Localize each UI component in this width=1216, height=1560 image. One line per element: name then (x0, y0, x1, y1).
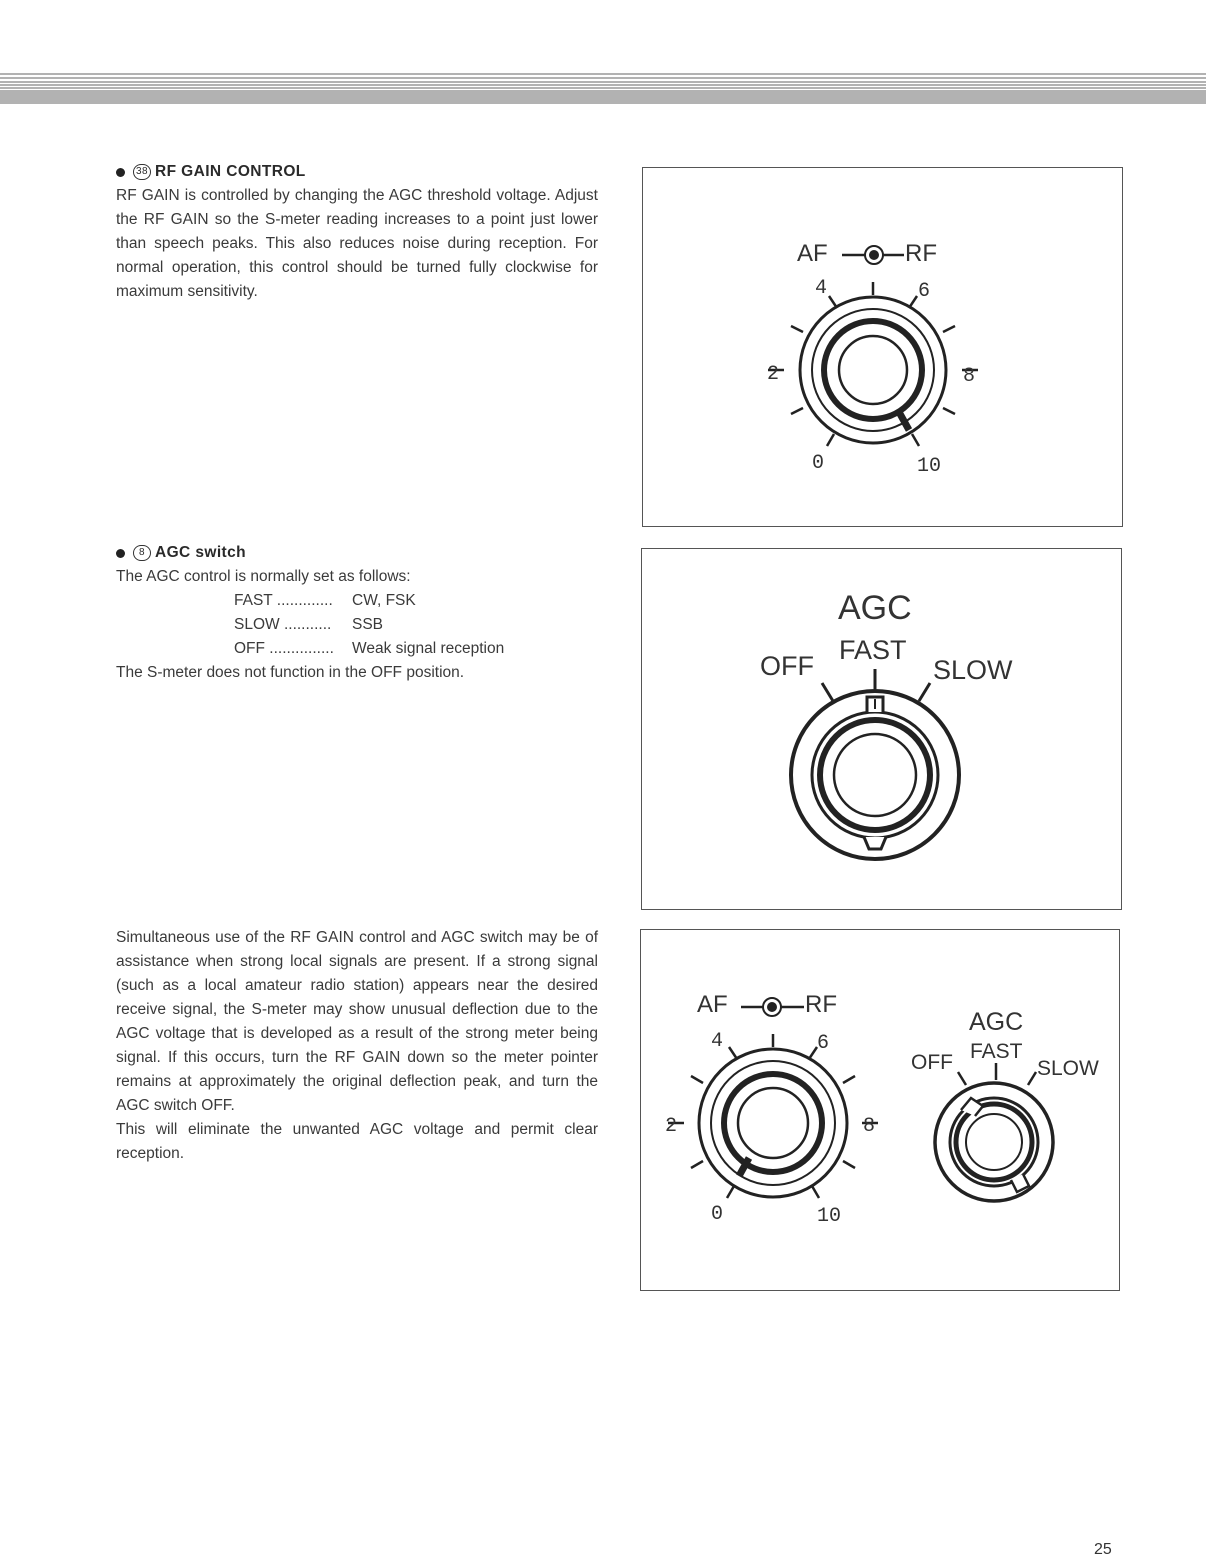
scale-label-4: 4 (815, 277, 828, 300)
header-rule (0, 72, 1206, 106)
combined-diagram (641, 930, 1119, 1290)
scale-label-10: 10 (917, 455, 942, 478)
agc-setting-row (116, 589, 598, 613)
rf-gain-diagram (643, 168, 1122, 526)
scale-label-6: 6 (817, 1032, 830, 1055)
rf-gain-number: 38 (133, 164, 151, 180)
agc-title-label: AGC (969, 1008, 1024, 1036)
agc-setting-row (116, 637, 598, 661)
agc-title: AGC switch (155, 544, 246, 561)
agc-mode: SLOW ........... (234, 616, 332, 633)
af-label: AF (697, 991, 728, 1018)
rf-label: RF (805, 991, 837, 1018)
fast-label: FAST (839, 635, 907, 665)
agc-mode: FAST ............. (234, 592, 333, 609)
rf-gain-figure (642, 167, 1123, 527)
agc-setting-row (116, 613, 598, 637)
scale-label-8: 8 (963, 365, 976, 388)
agc-use: SSB (352, 616, 384, 633)
af-rf-concentric-icon (741, 998, 804, 1016)
combined-figure (640, 929, 1120, 1291)
agc-use: CW, FSK (352, 592, 416, 609)
bullet-icon (116, 549, 125, 558)
af-label: AF (797, 240, 828, 267)
combined-section (116, 926, 598, 1166)
scale-label-6: 6 (918, 280, 931, 303)
slow-label: SLOW (933, 655, 1013, 685)
page-number: 25 (1094, 1541, 1112, 1558)
agc-mode: OFF ............... (234, 640, 334, 657)
scale-label-10: 10 (817, 1205, 842, 1228)
agc-diagram (642, 549, 1121, 909)
agc-section (116, 541, 598, 685)
bullet-icon (116, 168, 125, 177)
agc-knob-icon (791, 691, 959, 859)
rf-gain-body: RF GAIN is controlled by changing the AGC threshold voltage. Adjust the RF GAIN so the S-meter reading increases to a point just lower than speech peaks. This also reduces noise during reception. For normal operation, this control should be turned fully clockwise for maximum sensitivity. (116, 187, 598, 300)
scale-label-4: 4 (711, 1030, 724, 1053)
combined-para-2: This will eliminate the unwanted AGC voltage and permit clear reception. (116, 1121, 598, 1162)
agc-use: Weak signal reception (352, 640, 505, 657)
af-rf-concentric-icon (842, 246, 904, 264)
scale-label-0: 0 (812, 452, 825, 475)
agc-figure (641, 548, 1122, 910)
scale-label-8: 8 (863, 1115, 876, 1138)
rf-gain-title: RF GAIN CONTROL (155, 163, 306, 180)
combined-para-1: Simultaneous use of the RF GAIN control and AGC switch may be of assistance when strong local signals are present. If a strong signal (such as a local amateur radio station) appears near the desired receive signal, the S-meter may show unusual deflection due to the AGC voltage that is developed as a result of the strong meter being signal. If this occurs, turn the RF GAIN down so the meter pointer remains at approximately the original deflection peak, and turn the AGC switch OFF. (116, 929, 598, 1114)
agc-number: 8 (133, 545, 151, 561)
off-label: OFF (911, 1051, 953, 1074)
slow-label: SLOW (1037, 1057, 1099, 1080)
fast-label: FAST (970, 1040, 1023, 1063)
rf-gain-knob-icon (699, 1049, 847, 1197)
agc-intro: The AGC control is normally set as follows: (116, 568, 411, 585)
agc-note: The S-meter does not function in the OFF position. (116, 664, 465, 681)
agc-heading (116, 541, 598, 565)
off-label: OFF (760, 651, 814, 681)
rf-gain-section (116, 160, 598, 304)
rf-gain-heading (116, 160, 598, 184)
agc-title-label: AGC (838, 589, 912, 627)
scale-label-2: 2 (665, 1115, 678, 1138)
agc-knob-icon (935, 1083, 1053, 1201)
scale-label-2: 2 (767, 363, 780, 386)
scale-label-0: 0 (711, 1203, 724, 1226)
rf-gain-knob-icon (800, 297, 946, 443)
rf-label: RF (905, 240, 937, 267)
